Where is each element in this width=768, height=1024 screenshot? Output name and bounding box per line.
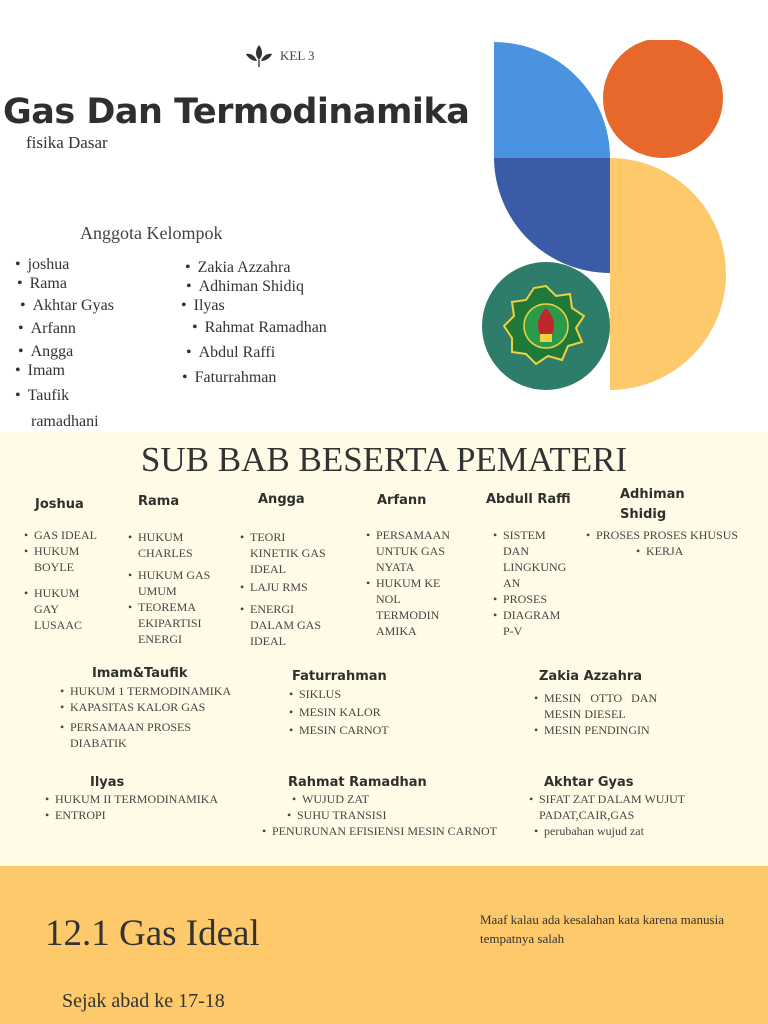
presenter-name-adhiman: Adhiman: [620, 487, 685, 502]
subbab-heading: SUB BAB BESERTA PEMATERI: [140, 440, 628, 479]
page-subtitle: fisika Dasar: [26, 133, 108, 152]
topic-list-imam-taufik: [60, 683, 260, 751]
presenter-name-abdull-raffi: Abdull Raffi: [486, 492, 571, 507]
leaf-icon: [244, 43, 274, 69]
member-item: • Zakia Azzahra: [185, 259, 290, 277]
topic-list-adhiman: [586, 527, 766, 559]
topic-item: • PROSES: [493, 592, 548, 606]
presenter-name-angga: Angga: [258, 492, 305, 507]
member-item: • Taufik: [15, 387, 69, 405]
presenter-name-rahmat: Rahmat Ramadhan: [288, 775, 427, 790]
decorative-shapes: [480, 40, 740, 400]
topic-item: • HUKUM 1 TERMODINAMIKA: [60, 684, 232, 698]
page-title: Gas Dan Termodinamika: [3, 92, 470, 132]
presenter-name-adhiman-2: Shidig: [620, 507, 667, 522]
topic-item: • SIKLUS: [289, 687, 342, 701]
topic-item-continued: GAY: [34, 602, 59, 616]
topic-item: • HUKUM: [128, 530, 184, 544]
topic-item-continued: CHARLES: [138, 546, 193, 560]
topic-list-rahmat: [262, 791, 512, 839]
topic-item-continued: IDEAL: [250, 634, 286, 648]
presenter-name-akhtar: Akhtar Gyas: [544, 775, 634, 790]
topic-item: • TEOREMA: [128, 600, 196, 614]
topic-item-continued: NOL: [376, 592, 401, 606]
topic-item: • HUKUM: [24, 544, 80, 558]
topic-item-continued: UNTUK GAS: [376, 544, 445, 558]
topic-list-faturrahman: [289, 686, 439, 738]
topic-item: • HUKUM: [24, 586, 80, 600]
topic-item: • SUHU TRANSISI: [287, 808, 387, 822]
topic-list-zakia: [534, 690, 714, 738]
topic-item-continued: DIABATIK: [70, 736, 127, 750]
topic-item: • MESIN KALOR: [289, 705, 381, 719]
group-label: KEL 3: [280, 48, 315, 63]
topic-item: • ENTROPI: [45, 808, 106, 822]
topic-item-continued: AMIKA: [376, 624, 417, 638]
topic-item: • PENURUNAN EFISIENSI MESIN CARNOT: [262, 824, 498, 838]
topic-item: • HUKUM KE: [366, 576, 441, 590]
topic-item-continued: UMUM: [138, 584, 177, 598]
topic-item-continued: KINETIK GAS: [250, 546, 326, 560]
presenter-name-faturrahman: Faturrahman: [292, 669, 387, 684]
topic-item: • DIAGRAM: [493, 608, 561, 622]
member-item: • Rama: [17, 275, 67, 293]
topic-item: • MESIN PENDINGIN: [534, 723, 650, 737]
topic-item: • perubahan wujud zat: [534, 824, 644, 838]
topic-item-continued: DALAM GAS: [250, 618, 322, 632]
section-intro: Sejak abad ke 17-18: [62, 990, 225, 1012]
topic-item: • TEORI: [240, 530, 286, 544]
topic-list-rama: [128, 529, 228, 647]
topic-item-continued: PADAT,CAIR,GAS: [539, 808, 635, 822]
topic-item-continued: ENERGI: [138, 632, 182, 646]
topic-item: • ENERGI: [240, 602, 294, 616]
topic-item: • WUJUD ZAT: [292, 792, 369, 806]
topic-list-abdull-raffi: [493, 527, 583, 639]
member-item: • Adhiman Shidiq: [186, 278, 304, 296]
member-item: • Rahmat Ramadhan: [192, 319, 327, 337]
topic-item: • GAS IDEAL: [24, 528, 97, 542]
topic-item: • PERSAMAAN: [366, 528, 451, 542]
presenter-name-arfann: Arfann: [377, 493, 427, 508]
topic-item: • MESIN OTTO DAN: [534, 691, 658, 705]
topic-item-continued: DAN: [503, 544, 529, 558]
topic-list-angga: [240, 529, 340, 649]
topic-list-akhtar: [529, 791, 729, 839]
topic-item: • MESIN CARNOT: [289, 723, 389, 737]
topic-item-continued: BOYLE: [34, 560, 74, 574]
topic-item-continued: MESIN DIESEL: [544, 707, 626, 721]
member-item: • Ilyas: [181, 297, 225, 315]
topic-item: • KERJA: [636, 544, 684, 558]
topic-item: • SISTEM: [493, 528, 546, 542]
member-item: • Faturrahman: [182, 369, 276, 387]
topic-item-continued: LUSAAC: [34, 618, 83, 632]
topic-list-joshua: [24, 527, 124, 633]
topic-item-continued: P-V: [503, 624, 523, 638]
presenter-name-ilyas: Ilyas: [90, 775, 125, 790]
member-item: • joshua: [15, 256, 69, 274]
members-heading: Anggota Kelompok: [80, 223, 223, 243]
topic-item-continued: EKIPARTISI: [138, 616, 202, 630]
topic-item-continued: NYATA: [376, 560, 415, 574]
topic-item-continued: LINGKUNG: [503, 560, 567, 574]
presenter-name-joshua: Joshua: [35, 497, 84, 512]
topic-item-continued: TERMODIN: [376, 608, 440, 622]
member-item: • Imam: [15, 362, 65, 380]
member-item-continued: ramadhani: [31, 413, 99, 430]
topic-item-continued: IDEAL: [250, 562, 286, 576]
member-item: • Angga: [18, 343, 73, 361]
topic-item: • SIFAT ZAT DALAM WUJUT: [529, 792, 686, 806]
topic-item: • PERSAMAAN PROSES: [60, 720, 192, 734]
member-item: • Abdul Raffi: [186, 344, 275, 362]
topic-item: • KAPASITAS KALOR GAS: [60, 700, 206, 714]
presenter-name-rama: Rama: [138, 494, 180, 509]
section-title: 12.1 Gas Ideal: [45, 913, 260, 954]
member-item: • Arfann: [18, 320, 76, 338]
presenter-name-imam-taufik: Imam&Taufik: [92, 666, 188, 681]
topic-item: • HUKUM GAS: [128, 568, 211, 582]
topic-item-continued: AN: [503, 576, 521, 590]
topic-list-arfann: [366, 527, 466, 639]
topic-item: • LAJU RMS: [240, 580, 308, 594]
member-item: • Akhtar Gyas: [20, 297, 114, 315]
presenter-name-zakia: Zakia Azzahra: [539, 669, 643, 684]
apology-note: Maaf kalau ada kesalahan kata karena manusia tempatnya salah: [480, 912, 724, 946]
topic-list-ilyas: [45, 791, 245, 823]
topic-item: • PROSES PROSES KHUSUS: [586, 528, 739, 542]
topic-item: • HUKUM II TERMODINAMIKA: [45, 792, 219, 806]
